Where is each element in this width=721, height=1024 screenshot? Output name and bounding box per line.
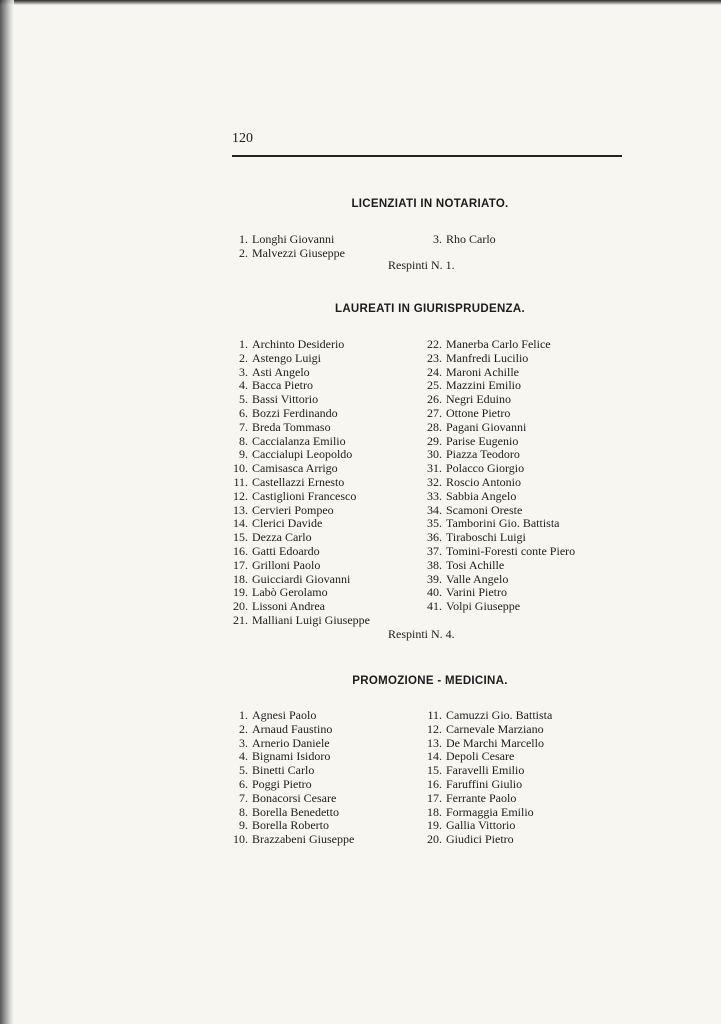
list-item <box>230 233 345 247</box>
item-number: 30. <box>427 447 442 462</box>
item-number: 2. <box>239 721 248 736</box>
item-number: 1. <box>239 337 248 351</box>
item-number: 13. <box>427 735 442 750</box>
list-item <box>424 476 575 490</box>
item-name: Bozzi Ferdinando <box>252 405 338 420</box>
item-name: Tamborini Gio. Battista <box>446 516 560 531</box>
laureati-col-1 <box>230 338 370 628</box>
list-item <box>424 764 552 778</box>
page-number: 120 <box>232 131 253 146</box>
item-name: De Marchi Marcello <box>446 735 544 750</box>
item-name: Borella Benedetto <box>252 804 339 819</box>
item-number: 14. <box>233 516 248 531</box>
list-item <box>230 393 370 407</box>
item-name: Guicciardi Giovanni <box>252 571 351 586</box>
binding-edge <box>0 0 14 1024</box>
list-item <box>230 778 354 792</box>
list-item <box>230 517 370 531</box>
item-name: Sabbia Angelo <box>446 488 517 503</box>
list-item <box>424 819 552 833</box>
item-number: 16. <box>233 543 248 558</box>
item-number: 11. <box>427 708 442 722</box>
header-rule <box>232 155 622 157</box>
item-name: Dezza Carlo <box>252 530 312 545</box>
item-name: Agnesi Paolo <box>252 708 317 722</box>
item-name: Faruffini Giulio <box>446 776 523 791</box>
list-item <box>424 750 552 764</box>
item-number: 23. <box>427 350 442 365</box>
item-name: Labò Gerolamo <box>252 585 328 600</box>
list-item <box>230 338 370 352</box>
item-name: Faravelli Emilio <box>446 763 525 778</box>
item-name: Manfredi Lucilio <box>446 350 529 365</box>
item-number: 6. <box>239 776 248 791</box>
item-number: 28. <box>427 419 442 434</box>
item-name: Valle Angelo <box>446 571 509 586</box>
item-number: 15. <box>427 763 442 778</box>
list-item <box>230 750 354 764</box>
list-item <box>424 778 552 792</box>
item-number: 18. <box>427 804 442 819</box>
item-number: 20. <box>233 599 248 614</box>
item-name: Formaggia Emilio <box>446 804 534 819</box>
item-name: Cervieri Pompeo <box>252 502 334 517</box>
item-number: 1. <box>239 232 248 246</box>
list-item <box>230 435 370 449</box>
list-item <box>230 737 354 751</box>
item-number: 19. <box>427 818 442 833</box>
list-item <box>424 573 575 587</box>
item-number: 21. <box>233 612 248 627</box>
item-name: Roscio Antonio <box>446 474 522 489</box>
heading-licenziati-notariato: LICENZIATI IN NOTARIATO. <box>351 198 509 210</box>
item-name: Clerici Davide <box>252 516 323 531</box>
item-number: 3. <box>239 735 248 750</box>
list-item <box>424 806 552 820</box>
item-name: Malvezzi Giuseppe <box>252 245 345 260</box>
item-name: Camuzzi Gio. Battista <box>446 708 553 722</box>
list-item <box>230 559 370 573</box>
list-item <box>424 435 575 449</box>
item-number: 34. <box>427 502 442 517</box>
item-name: Gatti Edoardo <box>252 543 320 558</box>
item-name: Poggi Pietro <box>252 776 312 791</box>
list-item <box>424 366 575 380</box>
list-item <box>230 614 370 628</box>
licenziati-col-2 <box>424 233 496 247</box>
list-item <box>230 709 354 723</box>
item-name: Mazzini Emilio <box>446 378 521 393</box>
item-name: Varini Pietro <box>446 585 507 600</box>
list-item <box>230 586 370 600</box>
list-item <box>424 600 575 614</box>
item-name: Camisasca Arrigo <box>252 461 338 476</box>
item-number: 19. <box>233 585 248 600</box>
list-item <box>424 338 575 352</box>
list-item <box>230 833 354 847</box>
list-item <box>424 352 575 366</box>
heading-laureati-giurisprudenza: LAUREATI IN GIURISPRUDENZA. <box>335 303 525 315</box>
item-name: Depoli Cesare <box>446 749 515 764</box>
list-item <box>230 462 370 476</box>
item-number: 36. <box>427 530 442 545</box>
page-top-edge <box>0 0 721 5</box>
item-number: 17. <box>233 557 248 572</box>
list-item <box>230 448 370 462</box>
list-item <box>424 462 575 476</box>
list-item <box>230 379 370 393</box>
item-number: 1. <box>239 708 248 722</box>
item-name: Breda Tommaso <box>252 419 331 434</box>
licenziati-col-1 <box>230 233 345 261</box>
item-number: 3. <box>239 364 248 379</box>
item-name: Bignami Isidoro <box>252 749 331 764</box>
item-number: 7. <box>239 419 248 434</box>
item-number: 5. <box>239 392 248 407</box>
list-item <box>230 819 354 833</box>
respinti-laureati: Respinti N. 4. <box>388 627 455 641</box>
item-name: Negri Eduino <box>446 392 511 407</box>
item-number: 26. <box>427 392 442 407</box>
item-name: Polacco Giorgio <box>446 461 525 476</box>
list-item <box>424 792 552 806</box>
item-name: Ottone Pietro <box>446 405 511 420</box>
item-number: 10. <box>233 461 248 476</box>
list-item <box>230 490 370 504</box>
item-name: Carnevale Marziano <box>446 721 544 736</box>
item-name: Tosi Achille <box>446 557 505 572</box>
item-number: 9. <box>239 447 248 462</box>
item-number: 6. <box>239 405 248 420</box>
heading-promozione-medicina: PROMOZIONE - MEDICINA. <box>352 675 508 687</box>
item-number: 31. <box>427 461 442 476</box>
item-name: Brazzabeni Giuseppe <box>252 832 355 847</box>
item-name: Tiraboschi Luigi <box>446 530 526 545</box>
item-number: 13. <box>233 502 248 517</box>
item-number: 39. <box>427 571 442 586</box>
list-item <box>230 806 354 820</box>
item-name: Pagani Giovanni <box>446 419 527 434</box>
item-name: Bacca Pietro <box>252 378 313 393</box>
item-name: Lissoni Andrea <box>252 599 325 614</box>
promozione-col-2 <box>424 709 552 847</box>
item-number: 38. <box>427 557 442 572</box>
item-name: Piazza Teodoro <box>446 447 520 462</box>
item-number: 8. <box>239 433 248 448</box>
item-name: Caccialupi Leopoldo <box>252 447 353 462</box>
list-item <box>230 723 354 737</box>
item-name: Astengo Luigi <box>252 350 321 365</box>
list-item <box>230 407 370 421</box>
item-number: 5. <box>239 763 248 778</box>
item-name: Binetti Carlo <box>252 763 315 778</box>
item-name: Volpi Giuseppe <box>446 599 521 614</box>
item-number: 8. <box>239 804 248 819</box>
list-item <box>230 573 370 587</box>
item-number: 2. <box>239 350 248 365</box>
item-number: 33. <box>427 488 442 503</box>
list-item <box>424 233 496 247</box>
item-name: Maroni Achille <box>446 364 519 379</box>
item-number: 10. <box>233 832 248 847</box>
item-number: 9. <box>239 818 248 833</box>
list-item <box>230 792 354 806</box>
item-name: Manerba Carlo Felice <box>446 337 551 351</box>
item-number: 11. <box>233 474 248 489</box>
item-number: 29. <box>427 433 442 448</box>
item-number: 14. <box>427 749 442 764</box>
list-item <box>424 448 575 462</box>
item-name: Caccialanza Emilio <box>252 433 346 448</box>
respinti-licenziati: Respinti N. 1. <box>388 258 455 272</box>
item-name: Giudici Pietro <box>446 832 514 847</box>
list-item <box>230 366 370 380</box>
item-number: 22. <box>427 337 442 351</box>
item-name: Archinto Desiderio <box>252 337 345 351</box>
item-number: 4. <box>239 378 248 393</box>
list-item <box>424 833 552 847</box>
item-number: 7. <box>239 790 248 805</box>
item-number: 17. <box>427 790 442 805</box>
list-item <box>230 600 370 614</box>
item-number: 12. <box>233 488 248 503</box>
item-number: 24. <box>427 364 442 379</box>
list-item <box>230 247 345 261</box>
item-name: Bassi Vittorio <box>252 392 319 407</box>
item-number: 27. <box>427 405 442 420</box>
list-item <box>424 723 552 737</box>
item-number: 41. <box>427 599 442 614</box>
item-name: Arnaud Faustino <box>252 721 333 736</box>
list-item <box>424 531 575 545</box>
item-number: 40. <box>427 585 442 600</box>
list-item <box>424 517 575 531</box>
list-item <box>424 407 575 421</box>
list-item <box>424 545 575 559</box>
item-number: 25. <box>427 378 442 393</box>
item-name: Rho Carlo <box>446 232 496 246</box>
item-number: 18. <box>233 571 248 586</box>
item-name: Tomini-Foresti conte Piero <box>446 543 576 558</box>
item-number: 35. <box>427 516 442 531</box>
promozione-col-1 <box>230 709 354 847</box>
list-item <box>424 504 575 518</box>
item-number: 15. <box>233 530 248 545</box>
list-item <box>424 490 575 504</box>
list-item <box>424 737 552 751</box>
item-name: Bonacorsi Cesare <box>252 790 337 805</box>
item-name: Gallia Vittorio <box>446 818 516 833</box>
item-number: 4. <box>239 749 248 764</box>
list-item <box>230 531 370 545</box>
item-name: Malliani Luigi Giuseppe <box>252 612 370 627</box>
item-name: Grilloni Paolo <box>252 557 321 572</box>
item-number: 3. <box>433 232 442 246</box>
item-number: 16. <box>427 776 442 791</box>
item-name: Castellazzi Ernesto <box>252 474 345 489</box>
list-item <box>230 504 370 518</box>
list-item <box>424 421 575 435</box>
item-name: Longhi Giovanni <box>252 232 335 246</box>
item-name: Scamoni Oreste <box>446 502 523 517</box>
item-name: Asti Angelo <box>252 364 310 379</box>
item-name: Arnerio Daniele <box>252 735 330 750</box>
list-item <box>424 559 575 573</box>
item-number: 2. <box>239 245 248 260</box>
list-item <box>424 709 552 723</box>
list-item <box>230 545 370 559</box>
item-number: 20. <box>427 832 442 847</box>
item-name: Ferrante Paolo <box>446 790 517 805</box>
list-item <box>230 476 370 490</box>
item-name: Castiglioni Francesco <box>252 488 357 503</box>
list-item <box>230 352 370 366</box>
item-number: 12. <box>427 721 442 736</box>
item-name: Parise Eugenio <box>446 433 519 448</box>
list-item <box>230 421 370 435</box>
item-number: 37. <box>427 543 442 558</box>
laureati-col-2 <box>424 338 575 614</box>
list-item <box>230 764 354 778</box>
list-item <box>424 379 575 393</box>
item-name: Borella Roberto <box>252 818 329 833</box>
list-item <box>424 393 575 407</box>
list-item <box>424 586 575 600</box>
item-number: 32. <box>427 474 442 489</box>
